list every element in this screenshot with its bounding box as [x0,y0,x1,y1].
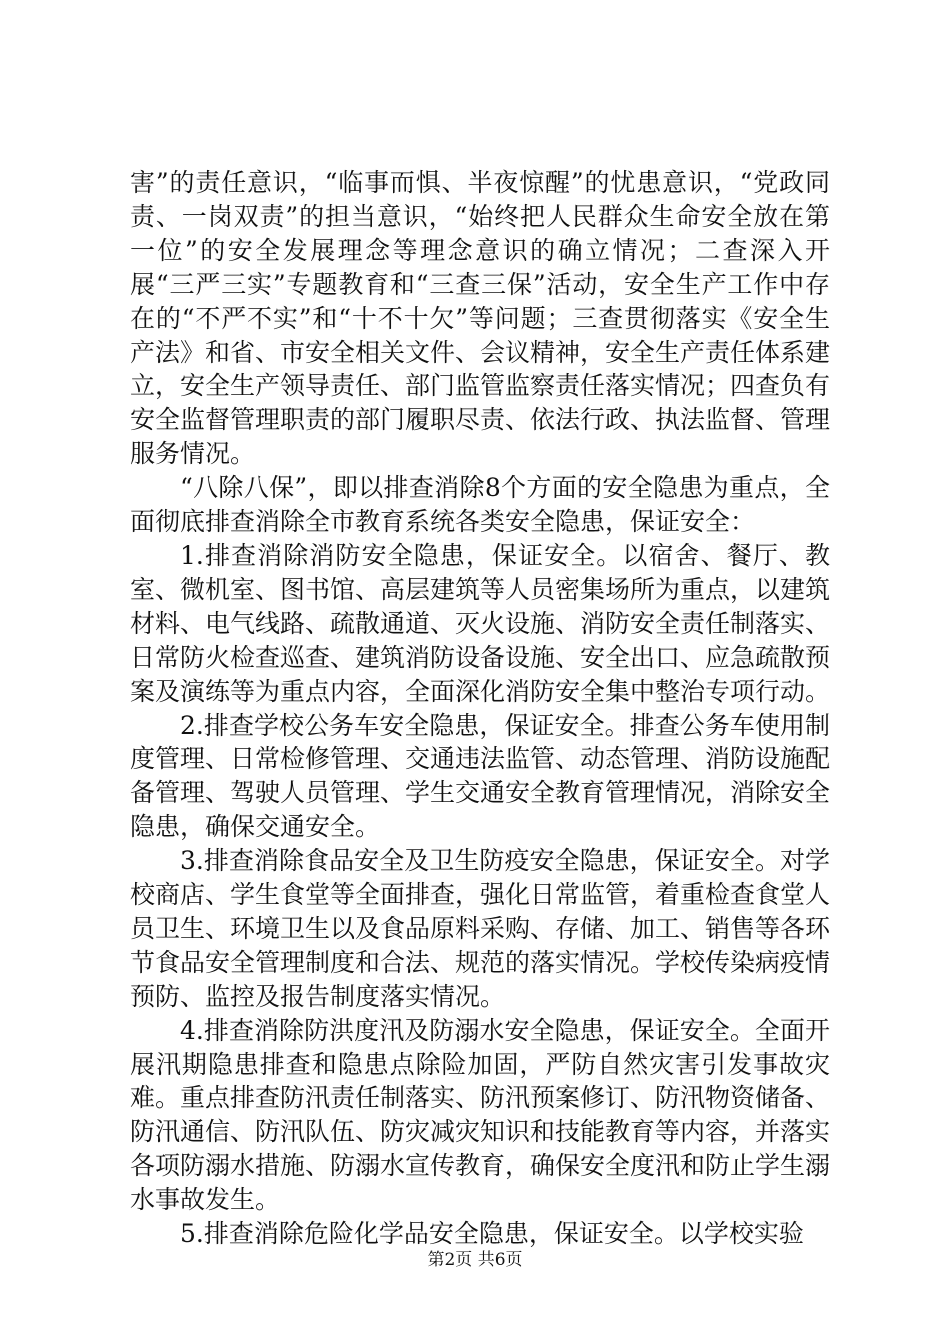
paragraph-4: 2.排查学校公务车安全隐患，保证安全。排查公务车使用制度管理、日常检修管理、交通违法监管、动态管理、消防设施配备管理、驾驶人员管理、学生交通安全教育管理情况，消除安全隐患，确保交通安全。 [130,710,831,842]
paragraph-3: 1.排查消除消防安全隐患，保证安全。以宿舍、餐厅、教室、微机室、图书馆、高层建筑等人员密集场所为重点，以建筑材料、电气线路、疏散通道、灭火设施、消防安全责任制落实、日常防火检查巡查、建筑消防设备设施、安全出口、应急疏散预案及演练等为重点内容，全面深化消防安全集中整治专项行动。 [130,540,831,706]
paragraph-2: “八除八保”，即以排查消除8个方面的安全隐患为重点，全面彻底排查消除全市教育系统各类安全隐患，保证安全： [130,473,830,537]
paragraph-1: 害”的责任意识，“临事而惧、半夜惊醒”的忧患意识，“党政同责、一岗双责”的担当意识，“始终把人民群众生命安全放在第一位”的安全发展理念等理念意识的确立情况；二查深入开展“三严三实”专题教育和“三查三保”活动，安全生产工作中存在的“不严不实”和“十不十欠”等问题；三查贯彻落实《安全生产法》和省、市安全相关文件、会议精神，安全生产责任体系建立，安全生产领导责任、部门监管监察责任落实情况；四查负有安全监督管理职责的部门履职尽责、依法行政、执法监督、管理服务情况。 [130,168,831,469]
paragraph-6: 4.排查消除防洪度汛及防溺水安全隐患，保证安全。全面开展汛期隐患排查和隐患点除险加固，严防自然灾害引发事故灾难。重点排查防汛责任制落实、防汛预案修订、防汛物资储备、防汛通信、防汛队伍、防灾减灾知识和技能教育等内容，并落实各项防溺水措施、防溺水宣传教育，确保安全度汛和防止学生溺水事故发生。 [130,1015,831,1215]
page-number-footer: 第2页 共6页 [427,1250,523,1270]
paragraph-5: 3.排查消除食品安全及卫生防疫安全隐患，保证安全。对学校商店、学生食堂等全面排查，强化日常监管，着重检查食堂人员卫生、环境卫生以及食品原料采购、存储、加工、销售等各环节食品安全管理制度和合法、规范的落实情况。学校传染病疫情预防、监控及报告制度落实情况。 [130,846,831,1011]
document-body [130,166,830,1251]
paragraph-7: 5.排查消除危险化学品安全隐患，保证安全。以学校实验 [180,1219,804,1249]
